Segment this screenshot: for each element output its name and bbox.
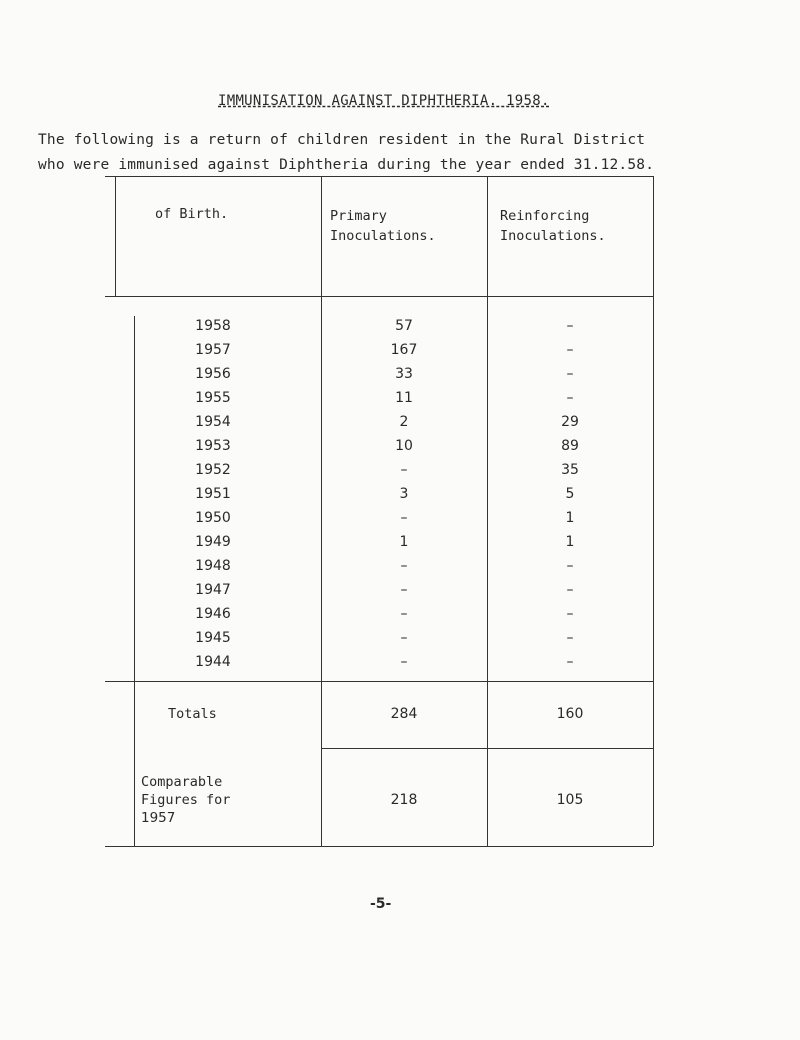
year-cell: 1955 [195,390,231,406]
table-row [105,628,653,651]
year-cell: 1946 [195,606,231,622]
totals-label: Totals [168,706,217,722]
year-cell: 1954 [195,414,231,430]
primary-cell: 11 [395,390,413,406]
table-row [105,484,653,507]
table-bottom-border [105,846,653,847]
col-divider [115,176,116,296]
primary-cell: – [400,582,408,598]
comparable-reinforcing: 105 [556,792,584,808]
year-cell: 1953 [195,438,231,454]
table-top-border [105,176,653,177]
reinforcing-cell: – [566,342,574,358]
header-line: Primary [330,208,387,224]
primary-cell: – [400,558,408,574]
primary-cell: – [400,630,408,646]
reinforcing-cell: 29 [561,414,579,430]
header-reinforcing [500,206,606,246]
year-cell: 1947 [195,582,231,598]
reinforcing-cell: – [566,606,574,622]
year-cell: 1945 [195,630,231,646]
reinforcing-cell: 89 [561,438,579,454]
primary-cell: 1 [399,534,409,550]
table-row [105,388,653,411]
year-cell: 1949 [195,534,231,550]
reinforcing-cell: – [566,318,574,334]
comparable-label-line: Comparable [141,774,223,790]
table-row [105,412,653,435]
table-row [105,436,653,459]
comparable-label [141,773,230,827]
reinforcing-cell: 1 [565,510,575,526]
year-cell: 1948 [195,558,231,574]
table-row [105,508,653,531]
header-primary [330,206,436,246]
year-cell: 1951 [195,486,231,502]
primary-cell: 2 [399,414,409,430]
header-divider [105,296,653,297]
primary-cell: – [400,654,408,670]
table-row [105,532,653,555]
reinforcing-cell: 1 [565,534,575,550]
reinforcing-cell: – [566,390,574,406]
primary-cell: – [400,510,408,526]
year-cell: 1957 [195,342,231,358]
primary-cell: 3 [399,486,409,502]
immunisation-table [105,176,654,846]
comparable-label-line: 1957 [141,810,176,826]
year-cell: 1944 [195,654,231,670]
header-line: Reinforcing [500,208,590,224]
comparable-label-line: Figures for [141,792,231,808]
page-number: -5- [370,896,392,912]
year-cell: 1950 [195,510,231,526]
primary-cell: – [400,606,408,622]
table-row [105,652,653,675]
table-row [105,364,653,387]
intro-paragraph [38,128,778,178]
table-row [105,340,653,363]
table-row [105,580,653,603]
primary-cell: 33 [395,366,413,382]
header-line: Inoculations. [500,228,606,244]
primary-cell: – [400,462,408,478]
reinforcing-cell: 35 [561,462,579,478]
body-divider [105,681,653,682]
reinforcing-cell: – [566,582,574,598]
primary-cell: 57 [395,318,413,334]
table-row [105,556,653,579]
intro-line: who were immunised against Diphtheria during the year ended 31.12.58. [38,157,655,173]
reinforcing-cell: – [566,558,574,574]
year-cell: 1952 [195,462,231,478]
reinforcing-cell: – [566,630,574,646]
reinforcing-cell: 5 [565,486,575,502]
table-row [105,316,653,339]
primary-cell: 167 [390,342,418,358]
totals-reinforcing: 160 [556,706,584,722]
totals-primary: 284 [390,706,418,722]
header-line: Inoculations. [330,228,436,244]
year-cell: 1958 [195,318,231,334]
year-cell: 1956 [195,366,231,382]
page-title: IMMUNISATION AGAINST DIPHTHERIA. 1958. [218,93,550,109]
comparable-primary: 218 [390,792,418,808]
primary-cell: 10 [395,438,413,454]
table-row [105,460,653,483]
reinforcing-cell: – [566,654,574,670]
reinforcing-cell: – [566,366,574,382]
header-year-of-birth: of Birth. [155,206,229,222]
intro-line: The following is a return of children resident in the Rural District [38,132,646,148]
table-row [105,604,653,627]
